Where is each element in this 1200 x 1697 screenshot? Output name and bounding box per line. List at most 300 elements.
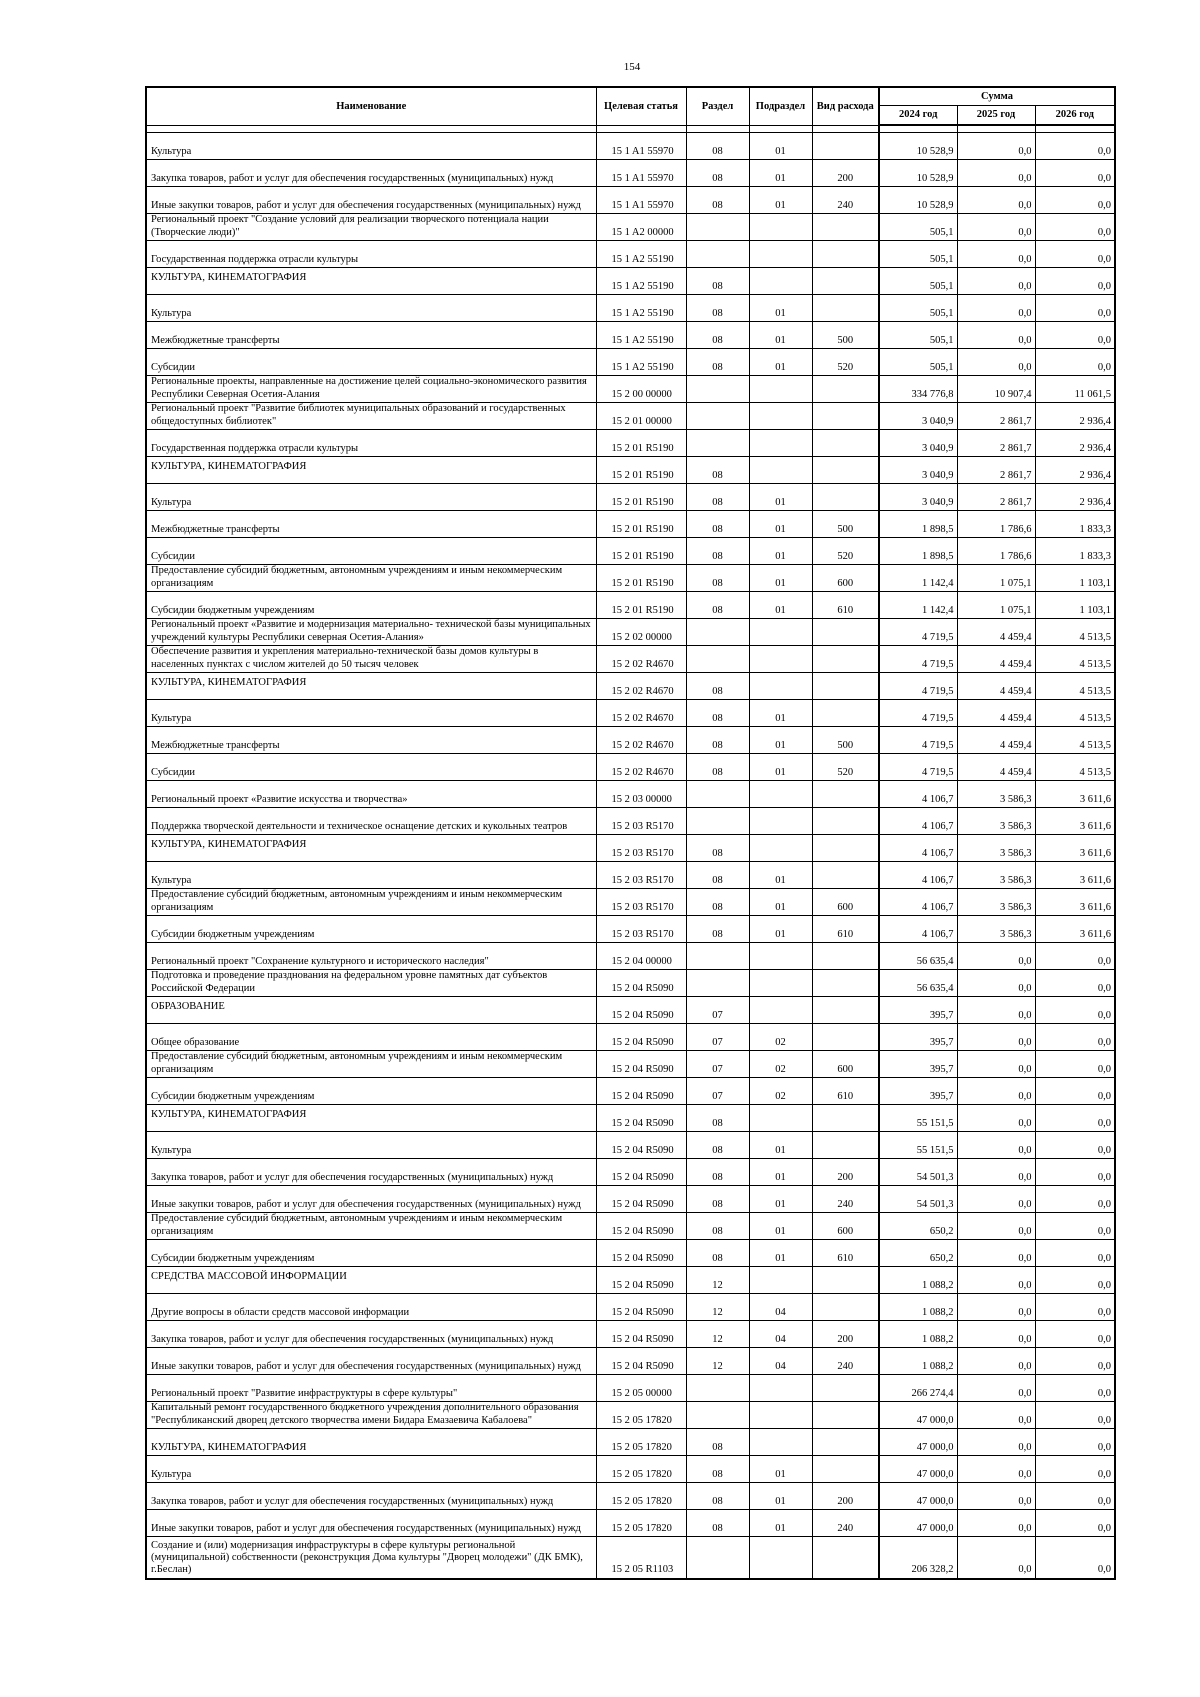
cell-2026: 0,0 (1035, 1132, 1115, 1159)
header-year-2025: 2025 год (957, 105, 1035, 125)
cell-2026: 4 513,5 (1035, 727, 1115, 754)
header-target: Целевая статья (596, 87, 686, 125)
cell-2025: 10 907,4 (957, 376, 1035, 403)
cell-2024: 1 898,5 (879, 511, 957, 538)
cell-target-code: 15 1 A2 55190 (596, 268, 686, 295)
cell-2026: 0,0 (1035, 241, 1115, 268)
cell-name: Предоставление субсидий бюджетным, автономным учреждениям и иным некоммерческим организациям (146, 1051, 596, 1078)
cell-2025: 3 586,3 (957, 835, 1035, 862)
cell-expense-type (812, 943, 879, 970)
cell-target-code: 15 1 A1 55970 (596, 133, 686, 160)
table-row (146, 268, 1115, 295)
cell-2026: 0,0 (1035, 1213, 1115, 1240)
cell-name: КУЛЬТУРА, КИНЕМАТОГРАФИЯ (146, 673, 596, 700)
cell-name: Закупка товаров, работ и услуг для обеспечения государственных (муниципальных) нужд (146, 160, 596, 187)
cell-expense-type: 200 (812, 1159, 879, 1186)
cell-target-code: 15 2 04 R5090 (596, 997, 686, 1024)
cell-2026: 0,0 (1035, 943, 1115, 970)
cell-expense-type: 200 (812, 1321, 879, 1348)
table-row (146, 430, 1115, 457)
cell-2026: 4 513,5 (1035, 619, 1115, 646)
cell-2024: 505,1 (879, 349, 957, 376)
cell-2025: 3 586,3 (957, 862, 1035, 889)
cell-2024: 47 000,0 (879, 1456, 957, 1483)
cell-2026: 0,0 (1035, 1429, 1115, 1456)
table-row (146, 1402, 1115, 1429)
cell-name: Обеспечение развития и укрепления материально-технической базы домов культуры в населенных пунктах с числом жителей до 50 тысяч человек (146, 646, 596, 673)
table-row (146, 889, 1115, 916)
table-row (146, 403, 1115, 430)
cell-target-code: 15 2 01 R5190 (596, 457, 686, 484)
cell-name: Субсидии (146, 754, 596, 781)
cell-2024: 4 719,5 (879, 673, 957, 700)
cell-2026: 0,0 (1035, 970, 1115, 997)
cell-expense-type (812, 673, 879, 700)
cell-subsection: 02 (749, 1024, 812, 1051)
cell-expense-type (812, 1456, 879, 1483)
cell-2025: 0,0 (957, 349, 1035, 376)
cell-2026: 3 611,6 (1035, 808, 1115, 835)
cell-section (686, 781, 749, 808)
cell-expense-type (812, 376, 879, 403)
cell-subsection: 01 (749, 133, 812, 160)
cell-name: Культура (146, 1456, 596, 1483)
table-row (146, 700, 1115, 727)
cell-expense-type (812, 700, 879, 727)
table-row (146, 862, 1115, 889)
cell-2026: 1 833,3 (1035, 538, 1115, 565)
cell-2024: 1 088,2 (879, 1321, 957, 1348)
cell-expense-type (812, 1024, 879, 1051)
cell-2024: 3 040,9 (879, 430, 957, 457)
cell-section (686, 403, 749, 430)
table-row (146, 835, 1115, 862)
cell-expense-type: 200 (812, 160, 879, 187)
cell-2024: 55 151,5 (879, 1105, 957, 1132)
cell-subsection: 01 (749, 1240, 812, 1267)
cell-subsection: 01 (749, 592, 812, 619)
cell-section: 08 (686, 484, 749, 511)
cell-subsection (749, 835, 812, 862)
table-row (146, 943, 1115, 970)
cell-2024: 505,1 (879, 214, 957, 241)
cell-subsection: 04 (749, 1294, 812, 1321)
cell-subsection: 01 (749, 349, 812, 376)
cell-expense-type (812, 295, 879, 322)
table-row (146, 1267, 1115, 1294)
cell-name: Региональный проект "Сохранение культурного и исторического наследия" (146, 943, 596, 970)
table-row (146, 781, 1115, 808)
cell-2024: 505,1 (879, 268, 957, 295)
cell-subsection (749, 1267, 812, 1294)
cell-2025: 3 586,3 (957, 808, 1035, 835)
cell-name: Культура (146, 700, 596, 727)
table-row (146, 619, 1115, 646)
cell-target-code: 15 2 03 R5170 (596, 889, 686, 916)
table-row (146, 349, 1115, 376)
table-row (146, 1024, 1115, 1051)
cell-2026: 0,0 (1035, 1402, 1115, 1429)
cell-expense-type (812, 835, 879, 862)
cell-2024: 505,1 (879, 241, 957, 268)
cell-target-code: 15 2 03 R5170 (596, 916, 686, 943)
cell-name: КУЛЬТУРА, КИНЕМАТОГРАФИЯ (146, 1429, 596, 1456)
cell-section: 08 (686, 511, 749, 538)
cell-target-code: 15 2 04 R5090 (596, 1213, 686, 1240)
header-expense-type: Вид расхода (812, 87, 879, 125)
cell-subsection: 02 (749, 1078, 812, 1105)
cell-subsection (749, 1402, 812, 1429)
cell-2024: 1 142,4 (879, 565, 957, 592)
cell-section (686, 1375, 749, 1402)
cell-2024: 4 719,5 (879, 754, 957, 781)
cell-subsection (749, 268, 812, 295)
cell-subsection: 01 (749, 538, 812, 565)
cell-2026: 3 611,6 (1035, 916, 1115, 943)
cell-section: 07 (686, 1078, 749, 1105)
cell-section (686, 619, 749, 646)
cell-2026: 4 513,5 (1035, 646, 1115, 673)
cell-name: Межбюджетные трансферты (146, 322, 596, 349)
cell-2024: 1 142,4 (879, 592, 957, 619)
cell-name: Культура (146, 1132, 596, 1159)
cell-section: 08 (686, 754, 749, 781)
cell-name: Субсидии бюджетным учреждениям (146, 1240, 596, 1267)
cell-subsection (749, 1429, 812, 1456)
cell-2025: 0,0 (957, 1078, 1035, 1105)
cell-section: 08 (686, 1186, 749, 1213)
cell-2025: 0,0 (957, 1132, 1035, 1159)
table-row (146, 592, 1115, 619)
cell-name: Межбюджетные трансферты (146, 727, 596, 754)
cell-section: 08 (686, 187, 749, 214)
cell-target-code: 15 2 03 00000 (596, 781, 686, 808)
cell-section: 08 (686, 160, 749, 187)
cell-2024: 4 719,5 (879, 619, 957, 646)
cell-2025: 4 459,4 (957, 727, 1035, 754)
cell-2026: 0,0 (1035, 1240, 1115, 1267)
cell-expense-type (812, 1429, 879, 1456)
cell-subsection: 01 (749, 727, 812, 754)
cell-target-code: 15 2 05 00000 (596, 1375, 686, 1402)
cell-2025: 0,0 (957, 1483, 1035, 1510)
cell-expense-type: 240 (812, 1186, 879, 1213)
cell-2024: 4 719,5 (879, 700, 957, 727)
table-row (146, 295, 1115, 322)
cell-expense-type: 240 (812, 1348, 879, 1375)
cell-2026: 0,0 (1035, 187, 1115, 214)
cell-2025: 2 861,7 (957, 403, 1035, 430)
cell-2026: 2 936,4 (1035, 430, 1115, 457)
cell-2025: 0,0 (957, 160, 1035, 187)
cell-2024: 47 000,0 (879, 1510, 957, 1537)
cell-target-code: 15 2 04 R5090 (596, 1267, 686, 1294)
cell-target-code: 15 2 04 00000 (596, 943, 686, 970)
cell-subsection (749, 403, 812, 430)
table-row (146, 997, 1115, 1024)
cell-2025: 0,0 (957, 1375, 1035, 1402)
cell-expense-type (812, 1537, 879, 1579)
table-row (146, 1240, 1115, 1267)
cell-2026: 4 513,5 (1035, 754, 1115, 781)
cell-expense-type: 610 (812, 592, 879, 619)
cell-2024: 334 776,8 (879, 376, 957, 403)
cell-subsection: 04 (749, 1321, 812, 1348)
cell-name: Иные закупки товаров, работ и услуг для обеспечения государственных (муниципальных) нужд (146, 1348, 596, 1375)
cell-section (686, 970, 749, 997)
cell-2025: 3 586,3 (957, 781, 1035, 808)
cell-2024: 47 000,0 (879, 1429, 957, 1456)
cell-2025: 1 075,1 (957, 565, 1035, 592)
table-row (146, 727, 1115, 754)
cell-2025: 0,0 (957, 1267, 1035, 1294)
cell-section: 08 (686, 889, 749, 916)
cell-subsection: 01 (749, 1132, 812, 1159)
cell-expense-type (812, 484, 879, 511)
table-row (146, 1294, 1115, 1321)
cell-2026: 0,0 (1035, 1294, 1115, 1321)
cell-2024: 3 040,9 (879, 457, 957, 484)
cell-2026: 3 611,6 (1035, 889, 1115, 916)
cell-2025: 3 586,3 (957, 916, 1035, 943)
cell-name: Закупка товаров, работ и услуг для обеспечения государственных (муниципальных) нужд (146, 1159, 596, 1186)
cell-2026: 1 103,1 (1035, 565, 1115, 592)
table-row (146, 1186, 1115, 1213)
cell-expense-type (812, 619, 879, 646)
cell-section: 12 (686, 1267, 749, 1294)
cell-2024: 650,2 (879, 1240, 957, 1267)
cell-target-code: 15 2 03 R5170 (596, 835, 686, 862)
cell-section: 08 (686, 1105, 749, 1132)
cell-2024: 47 000,0 (879, 1402, 957, 1429)
cell-subsection: 01 (749, 1186, 812, 1213)
cell-expense-type: 200 (812, 1483, 879, 1510)
cell-2024: 395,7 (879, 1024, 957, 1051)
cell-target-code: 15 2 04 R5090 (596, 1132, 686, 1159)
table-row (146, 1213, 1115, 1240)
cell-section (686, 241, 749, 268)
cell-expense-type: 610 (812, 1240, 879, 1267)
cell-name: Культура (146, 484, 596, 511)
table-row (146, 916, 1115, 943)
cell-2026: 11 061,5 (1035, 376, 1115, 403)
cell-2024: 1 088,2 (879, 1294, 957, 1321)
cell-expense-type: 600 (812, 1051, 879, 1078)
cell-name: Культура (146, 295, 596, 322)
cell-expense-type (812, 241, 879, 268)
cell-name: Субсидии (146, 349, 596, 376)
cell-section: 08 (686, 1483, 749, 1510)
cell-section: 08 (686, 1159, 749, 1186)
cell-2025: 0,0 (957, 1510, 1035, 1537)
cell-name: Межбюджетные трансферты (146, 511, 596, 538)
cell-subsection: 01 (749, 700, 812, 727)
cell-target-code: 15 2 05 17820 (596, 1402, 686, 1429)
table-row (146, 1159, 1115, 1186)
cell-2024: 206 328,2 (879, 1537, 957, 1579)
cell-2024: 650,2 (879, 1213, 957, 1240)
cell-section (686, 808, 749, 835)
cell-target-code: 15 2 00 00000 (596, 376, 686, 403)
cell-2024: 4 106,7 (879, 781, 957, 808)
cell-name: Создание и (или) модернизация инфраструктуры в сфере культуры региональной (муниципальной) собственности (реконструкция Дома культуры "Дворец молодежи" (ДК БМК), г.Беслан) (146, 1537, 596, 1579)
cell-2025: 0,0 (957, 1240, 1035, 1267)
cell-name: Субсидии (146, 538, 596, 565)
cell-2026: 1 833,3 (1035, 511, 1115, 538)
cell-2024: 1 088,2 (879, 1267, 957, 1294)
cell-expense-type: 610 (812, 916, 879, 943)
table-row (146, 1429, 1115, 1456)
cell-2025: 0,0 (957, 1051, 1035, 1078)
table-row (146, 511, 1115, 538)
cell-expense-type (812, 970, 879, 997)
cell-section (686, 1402, 749, 1429)
cell-section (686, 214, 749, 241)
cell-subsection (749, 457, 812, 484)
cell-target-code: 15 2 05 R1103 (596, 1537, 686, 1579)
cell-2024: 4 106,7 (879, 862, 957, 889)
cell-2024: 4 106,7 (879, 889, 957, 916)
cell-expense-type (812, 1294, 879, 1321)
cell-name: Закупка товаров, работ и услуг для обеспечения государственных (муниципальных) нужд (146, 1321, 596, 1348)
cell-name: КУЛЬТУРА, КИНЕМАТОГРАФИЯ (146, 1105, 596, 1132)
cell-expense-type: 500 (812, 322, 879, 349)
cell-expense-type: 610 (812, 1078, 879, 1105)
cell-target-code: 15 2 04 R5090 (596, 1024, 686, 1051)
cell-2024: 505,1 (879, 295, 957, 322)
cell-section: 08 (686, 700, 749, 727)
cell-2025: 1 786,6 (957, 538, 1035, 565)
cell-2026: 0,0 (1035, 1078, 1115, 1105)
cell-section: 12 (686, 1321, 749, 1348)
table-row (146, 484, 1115, 511)
cell-target-code: 15 2 01 00000 (596, 403, 686, 430)
table-row (146, 646, 1115, 673)
cell-2025: 0,0 (957, 295, 1035, 322)
cell-2025: 0,0 (957, 997, 1035, 1024)
cell-name: КУЛЬТУРА, КИНЕМАТОГРАФИЯ (146, 457, 596, 484)
cell-name: Предоставление субсидий бюджетным, автономным учреждениям и иным некоммерческим организациям (146, 889, 596, 916)
cell-section: 08 (686, 916, 749, 943)
cell-2025: 0,0 (957, 1348, 1035, 1375)
cell-target-code: 15 2 04 R5090 (596, 1240, 686, 1267)
table-row (146, 1375, 1115, 1402)
cell-target-code: 15 1 A1 55970 (596, 187, 686, 214)
cell-2025: 0,0 (957, 1186, 1035, 1213)
cell-2025: 1 786,6 (957, 511, 1035, 538)
table-row (146, 1078, 1115, 1105)
cell-subsection: 01 (749, 1510, 812, 1537)
cell-target-code: 15 2 02 R4670 (596, 754, 686, 781)
table-row (146, 376, 1115, 403)
cell-target-code: 15 1 A2 55190 (596, 322, 686, 349)
cell-2025: 0,0 (957, 943, 1035, 970)
page-number: 154 (623, 61, 641, 73)
cell-expense-type (812, 1267, 879, 1294)
cell-target-code: 15 2 01 R5190 (596, 592, 686, 619)
cell-subsection: 04 (749, 1348, 812, 1375)
cell-target-code: 15 1 A1 55970 (596, 160, 686, 187)
cell-target-code: 15 2 02 R4670 (596, 646, 686, 673)
cell-expense-type: 240 (812, 1510, 879, 1537)
cell-subsection: 01 (749, 754, 812, 781)
cell-2026: 0,0 (1035, 997, 1115, 1024)
cell-section: 08 (686, 1240, 749, 1267)
cell-subsection: 01 (749, 889, 812, 916)
cell-subsection (749, 997, 812, 1024)
cell-2026: 0,0 (1035, 268, 1115, 295)
cell-2025: 4 459,4 (957, 619, 1035, 646)
cell-section (686, 1537, 749, 1579)
table-row (146, 241, 1115, 268)
cell-name: ОБРАЗОВАНИЕ (146, 997, 596, 1024)
cell-name: Субсидии бюджетным учреждениям (146, 592, 596, 619)
cell-target-code: 15 2 04 R5090 (596, 1186, 686, 1213)
cell-name: Региональный проект "Создание условий для реализации творческого потенциала нации (Творческие люди)" (146, 214, 596, 241)
cell-section: 08 (686, 592, 749, 619)
cell-2025: 0,0 (957, 1321, 1035, 1348)
cell-2025: 1 075,1 (957, 592, 1035, 619)
cell-2026: 2 936,4 (1035, 457, 1115, 484)
cell-2024: 4 106,7 (879, 835, 957, 862)
cell-target-code: 15 2 04 R5090 (596, 1051, 686, 1078)
table-row (146, 538, 1115, 565)
cell-name: Региональный проект "Развитие инфраструктуры в сфере культуры" (146, 1375, 596, 1402)
cell-2024: 1 898,5 (879, 538, 957, 565)
cell-name: Предоставление субсидий бюджетным, автономным учреждениям и иным некоммерческим организациям (146, 1213, 596, 1240)
cell-section: 08 (686, 268, 749, 295)
cell-2024: 3 040,9 (879, 403, 957, 430)
table-row (146, 1348, 1115, 1375)
table-row (146, 1483, 1115, 1510)
cell-target-code: 15 2 02 R4670 (596, 727, 686, 754)
cell-target-code: 15 2 04 R5090 (596, 1159, 686, 1186)
cell-2026: 2 936,4 (1035, 403, 1115, 430)
table-row (146, 322, 1115, 349)
cell-2024: 56 635,4 (879, 970, 957, 997)
cell-target-code: 15 2 01 R5190 (596, 538, 686, 565)
cell-subsection: 01 (749, 322, 812, 349)
cell-section: 08 (686, 295, 749, 322)
cell-target-code: 15 2 05 17820 (596, 1510, 686, 1537)
table-row (146, 808, 1115, 835)
cell-2026: 0,0 (1035, 1051, 1115, 1078)
table-row (146, 1105, 1115, 1132)
cell-target-code: 15 2 05 17820 (596, 1456, 686, 1483)
cell-target-code: 15 2 04 R5090 (596, 1105, 686, 1132)
cell-name: Региональный проект "Развитие библиотек муниципальных образований и государственных общедоступных библиотек" (146, 403, 596, 430)
cell-2024: 4 719,5 (879, 646, 957, 673)
cell-section: 12 (686, 1348, 749, 1375)
cell-section: 08 (686, 133, 749, 160)
cell-name: Региональные проекты, направленные на достижение целей социально-экономического развития Республики Северная Осетия-Алания (146, 376, 596, 403)
cell-expense-type (812, 1375, 879, 1402)
cell-2026: 0,0 (1035, 1267, 1115, 1294)
cell-expense-type: 520 (812, 349, 879, 376)
cell-2026: 0,0 (1035, 1321, 1115, 1348)
cell-2026: 3 611,6 (1035, 781, 1115, 808)
cell-subsection (749, 646, 812, 673)
cell-target-code: 15 2 04 R5090 (596, 1078, 686, 1105)
cell-target-code: 15 2 03 R5170 (596, 808, 686, 835)
cell-subsection (749, 1375, 812, 1402)
cell-section: 08 (686, 349, 749, 376)
cell-2025: 0,0 (957, 1159, 1035, 1186)
cell-name: Субсидии бюджетным учреждениям (146, 916, 596, 943)
cell-section (686, 376, 749, 403)
cell-2026: 0,0 (1035, 322, 1115, 349)
cell-subsection: 01 (749, 565, 812, 592)
